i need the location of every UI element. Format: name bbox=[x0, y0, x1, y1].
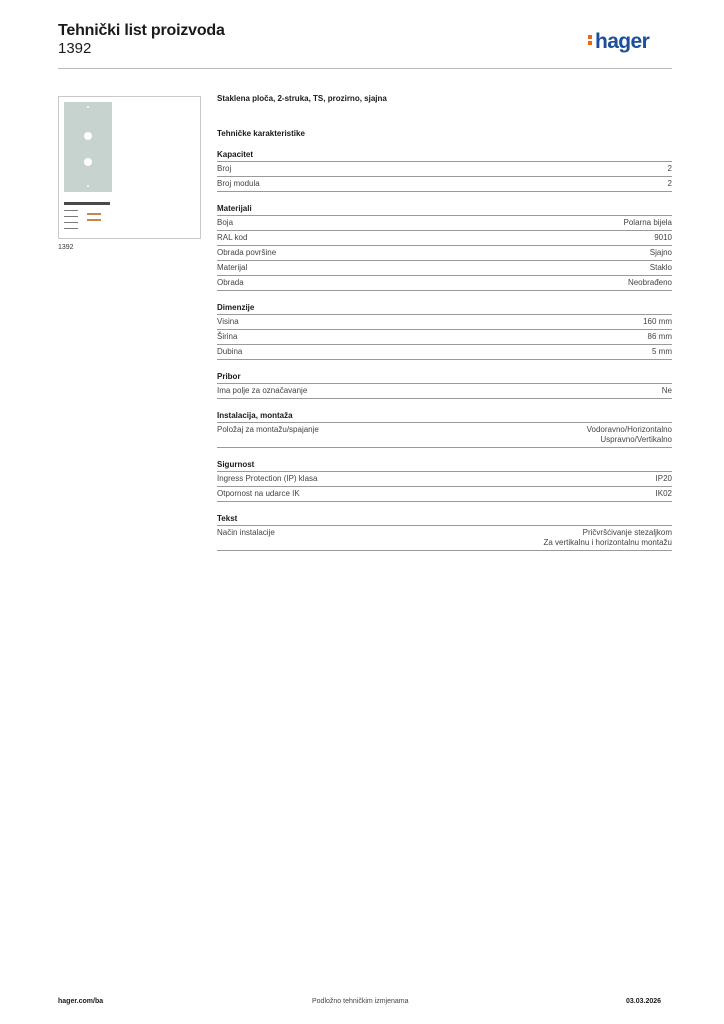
spec-row bbox=[217, 330, 672, 345]
spec-value-line: Vodoravno/Horizontalno bbox=[586, 425, 672, 434]
spec-label: Obrada bbox=[217, 278, 244, 287]
spec-value-line: Ne bbox=[661, 386, 672, 395]
spec-value bbox=[668, 179, 672, 189]
spec-value bbox=[656, 474, 672, 484]
section-title: Instalacija, montaža bbox=[217, 411, 672, 423]
spec-value bbox=[643, 317, 672, 327]
spec-label: Ima polje za označavanje bbox=[217, 386, 308, 395]
spec-value-line: 86 mm bbox=[647, 332, 672, 341]
spec-label: Otpornost na udarce IK bbox=[217, 489, 300, 498]
spec-value-line: Pričvršćivanje stezaljkom bbox=[582, 528, 672, 537]
frame-thumbnail bbox=[64, 210, 78, 234]
spec-value bbox=[543, 528, 672, 548]
page-title: Tehnički list proizvoda bbox=[58, 22, 225, 39]
spec-value bbox=[650, 263, 672, 273]
spec-section bbox=[217, 460, 672, 502]
spec-label: Širina bbox=[217, 332, 238, 341]
spec-row bbox=[217, 162, 672, 177]
spec-value bbox=[654, 233, 672, 243]
screw-dot-icon bbox=[87, 106, 89, 108]
screw-thumbnail bbox=[87, 219, 101, 221]
section-title: Kapacitet bbox=[217, 150, 672, 162]
hager-logo[interactable] bbox=[588, 30, 649, 54]
footer-date: 03.03.2026 bbox=[626, 998, 662, 1005]
spec-row bbox=[217, 487, 672, 502]
spec-row bbox=[217, 315, 672, 330]
spec-value bbox=[652, 347, 672, 357]
spec-value-line: 160 mm bbox=[643, 317, 672, 326]
spec-value-line: Staklo bbox=[649, 263, 672, 272]
spec-label: Broj modula bbox=[217, 179, 260, 188]
spec-value bbox=[648, 332, 672, 342]
spec-value bbox=[662, 386, 672, 396]
spec-row bbox=[217, 177, 672, 192]
spec-label: Dubina bbox=[217, 347, 243, 356]
product-name: Staklena ploča, 2-struka, TS, prozirno, sjajna bbox=[217, 94, 387, 103]
spec-value-line: 9010 bbox=[654, 233, 672, 242]
switch-hole-icon bbox=[84, 132, 92, 140]
spec-value-line: Polarna bijela bbox=[623, 218, 672, 227]
spec-value-line: 2 bbox=[667, 179, 672, 188]
spec-value-line: Za vertikalnu i horizontalnu montažu bbox=[543, 538, 672, 547]
spec-row bbox=[217, 261, 672, 276]
spec-value bbox=[587, 425, 672, 445]
spec-value-line: Uspravno/Vertikalno bbox=[600, 435, 672, 444]
spec-value bbox=[624, 218, 672, 228]
header-divider bbox=[58, 68, 672, 69]
spec-label: Obrada površine bbox=[217, 248, 277, 257]
spec-value-line: Neobrađeno bbox=[627, 278, 672, 287]
spec-value bbox=[628, 278, 672, 288]
spec-section bbox=[217, 150, 672, 192]
spec-row bbox=[217, 345, 672, 360]
section-title: Dimenzije bbox=[217, 303, 672, 315]
screw-thumbnail bbox=[87, 213, 101, 215]
spec-value bbox=[668, 164, 672, 174]
spec-row bbox=[217, 246, 672, 261]
spec-label: Način instalacije bbox=[217, 528, 275, 537]
spec-row bbox=[217, 231, 672, 246]
spec-row bbox=[217, 472, 672, 487]
logo-dots-icon bbox=[588, 33, 593, 47]
spec-label: RAL kod bbox=[217, 233, 248, 242]
section-title: Tekst bbox=[217, 514, 672, 526]
spec-value-line: IK02 bbox=[655, 489, 672, 498]
spec-value-line: Sjajno bbox=[649, 248, 672, 257]
characteristics-title: Tehničke karakteristike bbox=[217, 129, 305, 138]
glass-plate-image bbox=[64, 102, 112, 192]
spec-value bbox=[656, 489, 672, 499]
spec-label: Položaj za montažu/spajanje bbox=[217, 425, 319, 434]
screw-dot-icon bbox=[87, 185, 89, 187]
spec-section bbox=[217, 204, 672, 291]
footer-note: Podložno tehničkim izmjenama bbox=[312, 998, 409, 1005]
spec-row bbox=[217, 384, 672, 399]
spec-label: Boja bbox=[217, 218, 234, 227]
logo-text: hager bbox=[595, 30, 650, 53]
image-caption: 1392 bbox=[58, 244, 74, 251]
spec-label: Materijal bbox=[217, 263, 248, 272]
spec-label: Broj bbox=[217, 164, 232, 173]
spec-label: Visina bbox=[217, 317, 239, 326]
section-title: Sigurnost bbox=[217, 460, 672, 472]
spec-sections bbox=[217, 150, 672, 551]
side-view-thumbnail bbox=[64, 202, 110, 205]
spec-content bbox=[217, 94, 672, 551]
switch-hole-icon bbox=[84, 158, 92, 166]
spec-row bbox=[217, 526, 672, 551]
spec-value-line: IP20 bbox=[655, 474, 672, 483]
section-title: Materijali bbox=[217, 204, 672, 216]
spec-row bbox=[217, 423, 672, 448]
product-image[interactable] bbox=[58, 96, 201, 239]
section-title: Pribor bbox=[217, 372, 672, 384]
spec-value-line: 2 bbox=[667, 164, 672, 173]
spec-row bbox=[217, 216, 672, 231]
spec-value bbox=[650, 248, 672, 258]
spec-value-line: 5 mm bbox=[652, 347, 672, 356]
spec-section bbox=[217, 372, 672, 399]
spec-section bbox=[217, 303, 672, 360]
spec-section bbox=[217, 514, 672, 551]
spec-section bbox=[217, 411, 672, 448]
spec-row bbox=[217, 276, 672, 291]
spec-label: Ingress Protection (IP) klasa bbox=[217, 474, 318, 483]
footer-website-link[interactable]: hager.com/ba bbox=[58, 998, 104, 1005]
product-code: 1392 bbox=[58, 40, 92, 57]
